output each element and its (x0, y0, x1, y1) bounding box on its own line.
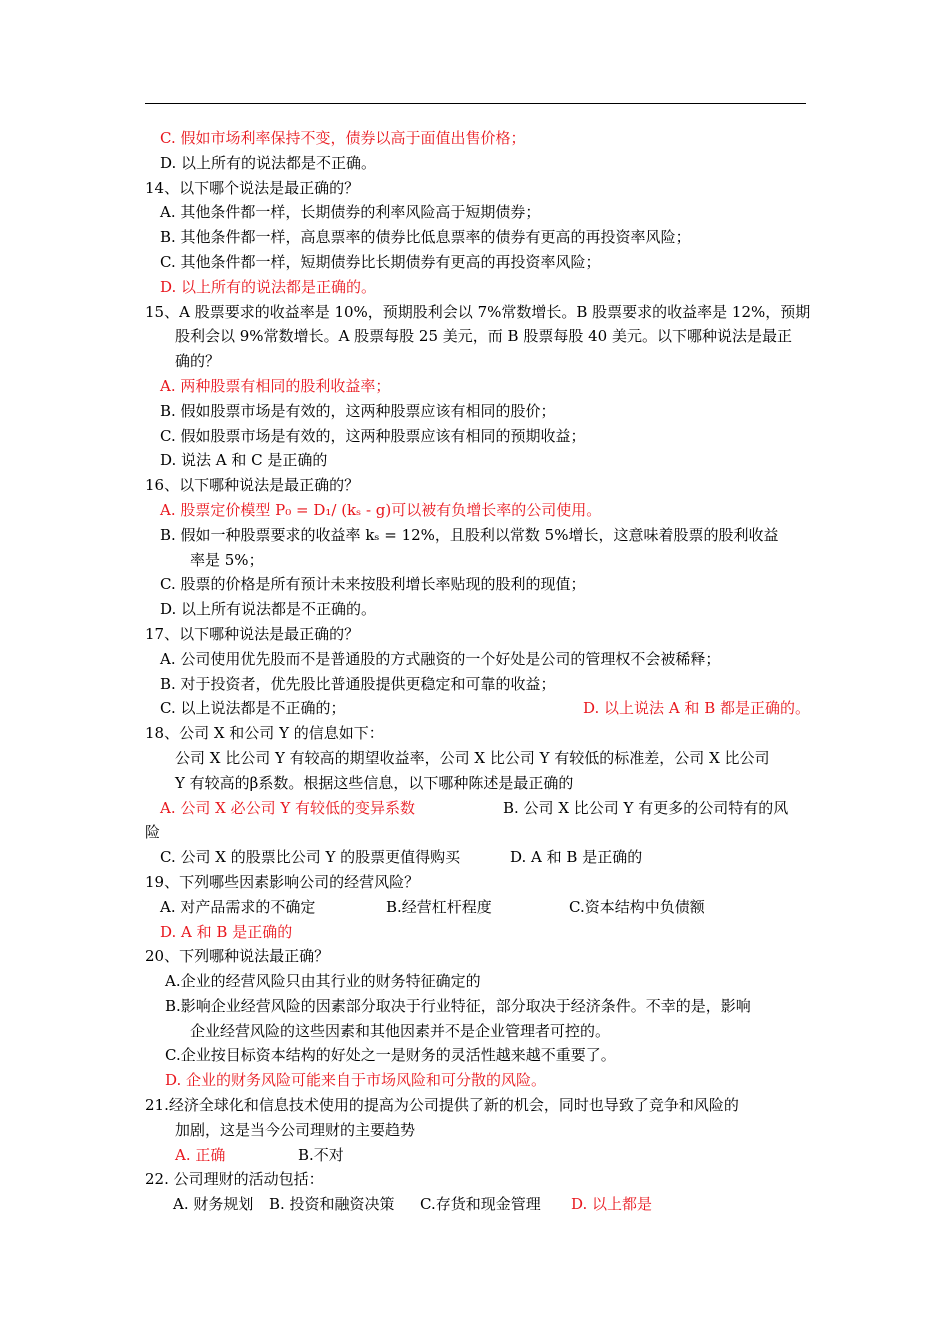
q19-option-a: A. 对产品需求的不确定 (160, 897, 316, 916)
q14-option-c: C. 其他条件都一样，短期债券比长期债券有更高的再投资率风险； (160, 252, 601, 271)
q15-option-c: C. 假如股票市场是有效的，这两种股票应该有相同的预期收益； (160, 426, 586, 445)
q18-option-a: A. 公司 X 必公司 Y 有较低的变异系数 (160, 798, 416, 817)
q20-stem: 20、下列哪种说法最正确？ (145, 947, 330, 966)
q16-stem: 16、以下哪种说法是最正确的？ (145, 476, 360, 495)
q19-option-c: C.资本结构中负债额 (569, 897, 705, 916)
q15-option-b: B. 假如股票市场是有效的，这两种股票应该有相同的股价； (160, 401, 556, 420)
q20-option-d: D. 企业的财务风险可能来自于市场风险和可分散的风险。 (165, 1071, 547, 1090)
q22-option-b: B. 投资和融资决策 (269, 1195, 395, 1214)
q15-option-d: D. 说法 A 和 C 是正确的 (160, 451, 328, 470)
q22-option-a: A. 财务规划 (173, 1195, 254, 1214)
q17-option-a: A. 公司使用优先股而不是普通股的方式融资的一个好处是公司的管理权不会被稀释； (160, 649, 721, 668)
q17-stem: 17、以下哪种说法是最正确的？ (145, 624, 360, 643)
q21-option-a: A. 正确 (175, 1145, 226, 1164)
q17-option-c: C. 以上说法都是不正确的； (160, 699, 346, 718)
q14-stem: 14、以下哪个说法是最正确的？ (145, 178, 360, 197)
q17-option-b: B. 对于投资者，优先股比普通股提供更稳定和可靠的收益； (160, 674, 556, 693)
q15-stem-line2: 股利会以 9%常数增长。A 股票每股 25 美元，而 B 股票每股 40 美元。以下哪种说法是最正 (175, 327, 792, 346)
q15-stem: 15、A 股票要求的收益率是 10%，预期股利会以 7%常数增长。B 股票要求的收益率是 12%，预期 (145, 302, 811, 321)
q20-option-b-line2: 企业经营风险的这些因素和其他因素并不是企业管理者可控的。 (190, 1021, 611, 1040)
header-rule (145, 103, 806, 104)
q19-stem: 19、下列哪些因素影响公司的经营风险？ (145, 872, 420, 891)
q16-option-b: B. 假如一种股票要求的收益率 kₛ = 12%，且股利以常数 5%增长，这意味着股票的股利收益 (160, 525, 779, 544)
q19-option-b: B.经营杠杆程度 (386, 897, 492, 916)
q18-option-b-line2: 险 (145, 823, 161, 842)
q18-option-d: D. A 和 B 是正确的 (510, 848, 643, 867)
q19-option-d: D. A 和 B 是正确的 (160, 922, 293, 941)
q18-options-cd (145, 845, 810, 870)
q14-option-b: B. 其他条件都一样，高息票率的债券比低息票率的债券有更高的再投资率风险； (160, 228, 691, 247)
q22-stem: 22. 公司理财的活动包括： (145, 1170, 324, 1189)
q14-option-a: A. 其他条件都一样，长期债券的利率风险高于短期债券； (160, 203, 541, 222)
q20-option-c: C.企业按目标资本结构的好处之一是财务的灵活性越来越不重要了。 (165, 1046, 616, 1065)
document-body (145, 126, 810, 1217)
q16-option-c: C. 股票的价格是所有预计未来按股利增长率贴现的股利的现值； (160, 575, 586, 594)
q21-options (145, 1143, 810, 1168)
q16-option-d: D. 以上所有说法都是不正确的。 (160, 600, 377, 619)
q18-options-ab (145, 796, 810, 821)
q15-option-a: A. 两种股票有相同的股利收益率； (160, 376, 391, 395)
q18-option-b: B. 公司 X 比公司 Y 有更多的公司特有的风 (503, 798, 789, 817)
q13-option-d: D. 以上所有的说法都是不正确。 (160, 153, 377, 172)
q20-option-a: A.企业的经营风险只由其行业的财务特征确定的 (165, 972, 481, 991)
q16-option-b-line2: 率是 5%； (190, 550, 264, 569)
q18-stem-line2: 公司 X 比公司 Y 有较高的期望收益率，公司 X 比公司 Y 有较低的标准差，公司 X 比公司 (175, 748, 770, 767)
q22-options (145, 1192, 810, 1217)
q21-stem-line2: 加剧，这是当今公司理财的主要趋势 (175, 1120, 416, 1139)
q17-option-d: D. 以上说法 A 和 B 都是正确的。 (583, 699, 810, 718)
q22-option-c: C.存货和现金管理 (420, 1195, 541, 1214)
q19-options-abc (145, 895, 810, 920)
q21-option-b: B.不对 (298, 1145, 344, 1164)
q21-stem: 21.经济全球化和信息技术使用的提高为公司提供了新的机会，同时也导致了竞争和风险的 (145, 1096, 739, 1115)
q20-option-b: B.影响企业经营风险的因素部分取决于行业特征，部分取决于经济条件。不幸的是，影响 (165, 996, 751, 1015)
q22-option-d: D. 以上都是 (571, 1195, 653, 1214)
q15-stem-line3: 确的？ (175, 352, 221, 371)
q17-options-cd (145, 696, 810, 721)
q14-option-d: D. 以上所有的说法都是正确的。 (160, 277, 377, 296)
q16-option-a: A. 股票定价模型 P₀ = D₁/ (kₛ - g)可以被有负增长率的公司使用。 (160, 500, 602, 519)
q18-stem: 18、公司 X 和公司 Y 的信息如下： (145, 724, 384, 743)
q13-option-c: C. 假如市场利率保持不变，债券以高于面值出售价格； (160, 129, 526, 147)
q18-stem-line3: Y 有较高的β系数。根据这些信息，以下哪种陈述是最正确的 (175, 773, 574, 792)
q18-option-c: C. 公司 X 的股票比公司 Y 的股票更值得购买 (160, 848, 461, 867)
